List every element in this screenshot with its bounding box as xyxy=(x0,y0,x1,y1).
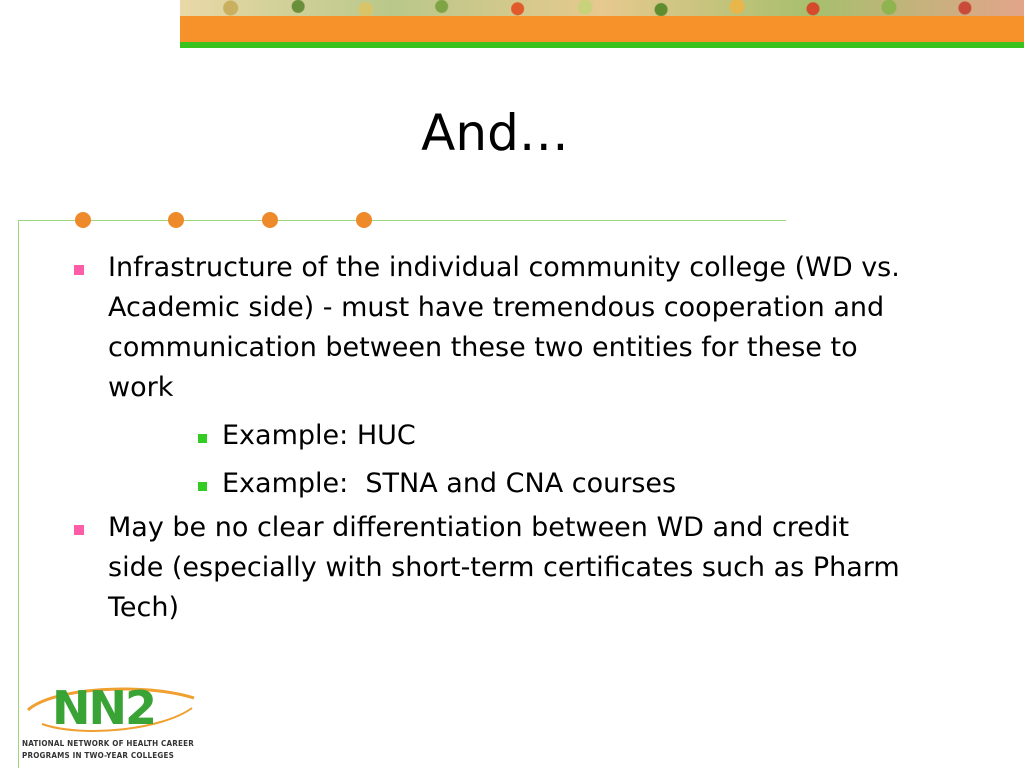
logo-caption-line: NATIONAL NETWORK OF HEALTH CAREER xyxy=(22,739,195,748)
header-orange-bar xyxy=(180,16,1024,42)
slide-body xyxy=(70,248,909,632)
sub-bullet-item xyxy=(198,464,900,504)
sub-bullet-text: Example: HUC xyxy=(222,420,416,451)
bullet-text: May be no clear differentiation between WD and credit side (especially with short-term certificates such as Pharm Tech) xyxy=(108,512,909,623)
logo-caption xyxy=(22,738,202,762)
sub-bullet-item xyxy=(198,416,900,456)
decorative-dot xyxy=(75,212,91,228)
green-square-bullet-icon xyxy=(198,482,207,491)
header-green-line xyxy=(180,42,1024,48)
decorative-dot xyxy=(356,212,372,228)
logo-caption-line: PROGRAMS IN TWO-YEAR COLLEGES xyxy=(22,751,174,760)
bullet-text: Infrastructure of the individual community college (WD vs. Academic side) - must have tremendous cooperation and communication between these two entities for these to work xyxy=(108,252,909,403)
bullet-item xyxy=(70,248,909,408)
header-banner-image xyxy=(180,0,1024,16)
decorative-dot xyxy=(262,212,278,228)
frame-horizontal-line xyxy=(18,220,786,221)
nn2-logo-mark-icon xyxy=(22,668,202,738)
logo-mark-text: NN2 xyxy=(52,681,156,735)
green-square-bullet-icon xyxy=(198,434,207,443)
frame-vertical-line xyxy=(18,220,19,768)
pink-square-bullet-icon xyxy=(74,265,84,275)
nn2-logo xyxy=(22,668,202,764)
sub-bullet-text: Example: STNA and CNA courses xyxy=(222,468,677,499)
bullet-item xyxy=(70,508,909,628)
decorative-dot xyxy=(168,212,184,228)
pink-square-bullet-icon xyxy=(74,525,84,535)
slide-title: And… xyxy=(421,104,569,162)
